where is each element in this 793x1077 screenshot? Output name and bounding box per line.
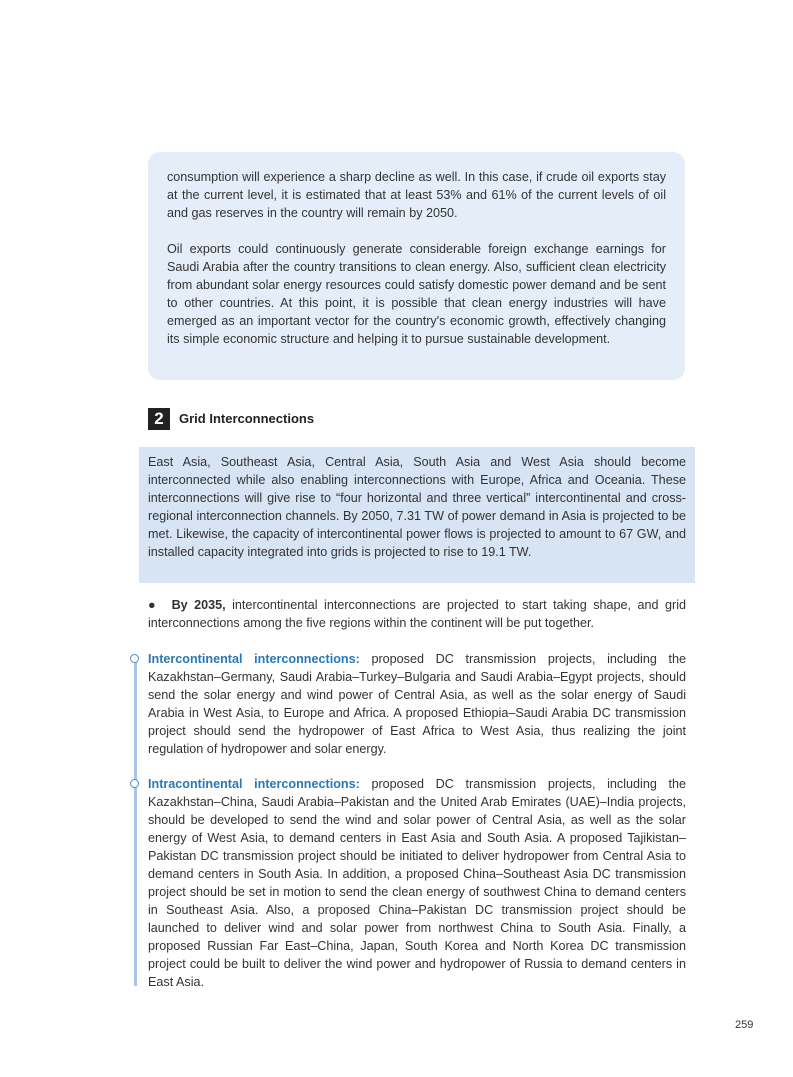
- item-text: proposed DC transmission projects, including the Kazakhstan–Germany, Saudi Arabia–Turkey–Bulgaria and Saudi Arabia–Egypt projects, should send the solar energy and wind power of Central Asia, as well as the solar energy of Saudi Arabia in West Asia, to Europe and Africa. A proposed Ethiopia–Saudi Arabia DC transmission project should send the hydropower of East Africa to West Asia, thus realizing the joint regulation of hydropower and solar energy.: [148, 652, 686, 756]
- summary-box: [139, 447, 695, 583]
- bullet-lead: By 2035,: [171, 598, 226, 612]
- section-number: 2: [148, 408, 170, 430]
- callout-box: [148, 152, 685, 380]
- page-number: 259: [735, 1019, 754, 1031]
- bullet-text: intercontinental interconnections are projected to start taking shape, and grid interconnections among the five regions within the continent will be put together.: [148, 598, 686, 630]
- item-title: Intracontinental interconnections:: [148, 777, 360, 791]
- callout-paragraph: consumption will experience a sharp decline as well. In this case, if crude oil exports stay at the current level, it is estimated that at least 53% and 61% of the current levels of oil and gas reserves in the country will remain by 2050.: [167, 170, 666, 220]
- item-title: Intercontinental interconnections:: [148, 652, 360, 666]
- circle-icon: [130, 654, 139, 663]
- section-heading: [148, 408, 314, 430]
- vertical-rule: [134, 655, 137, 986]
- item-text: proposed DC transmission projects, including the Kazakhstan–China, Saudi Arabia–Pakistan and the United Arab Emirates (UAE)–India projects, should be developed to send the wind and solar power of Central Asia, as well as the solar energy of West Asia, to demand centers in East Asia and South Asia. A proposed Tajikistan–Pakistan DC transmission project should be initiated to deliver hydropower from Central Asia to demand centers in South Asia. In addition, a proposed China–Southeast Asia DC transmission project should be set in motion to send the clean energy of southwest China to demand centers in Southeast Asia. Also, a proposed China–Pakistan DC transmission project should be launched to deliver wind and solar power from northwest China to South Asia. Finally, a proposed Russian Far East–China, Japan, South Korea and North Korea DC transmission project could be built to deliver the wind power and hydropower of Russia to demand centers in East Asia.: [148, 777, 686, 989]
- callout-paragraph: Oil exports could continuously generate considerable foreign exchange earnings for Saudi Arabia after the country transitions to clean energy. Also, sufficient clean electricity from abundant solar energy resources could satisfy domestic power demand and be sent to other countries. At this point, it is possible that clean energy industries will have emerged as an important vector for the country's economic growth, effectively changing its simple economic structure and helping it to pursue sustainable development.: [167, 242, 666, 346]
- bullet-icon: ●: [148, 598, 159, 612]
- list-item: [148, 650, 686, 758]
- bullet-paragraph: [148, 596, 686, 632]
- section-title: Grid Interconnections: [179, 411, 315, 426]
- circle-icon: [130, 779, 139, 788]
- summary-text: East Asia, Southeast Asia, Central Asia, South Asia and West Asia should become interconnected while also enabling interconnections with Europe, Africa and Oceania. These interconnections will give rise to “four horizontal and three vertical” intercontinental and cross-regional interconnection channels. By 2050, 7.31 TW of power demand in Asia is projected to be met. Likewise, the capacity of intercontinental power flows is projected to amount to 67 GW, and installed capacity integrated into grids is projected to rise to 19.1 TW.: [148, 455, 686, 559]
- list-item: [148, 775, 686, 991]
